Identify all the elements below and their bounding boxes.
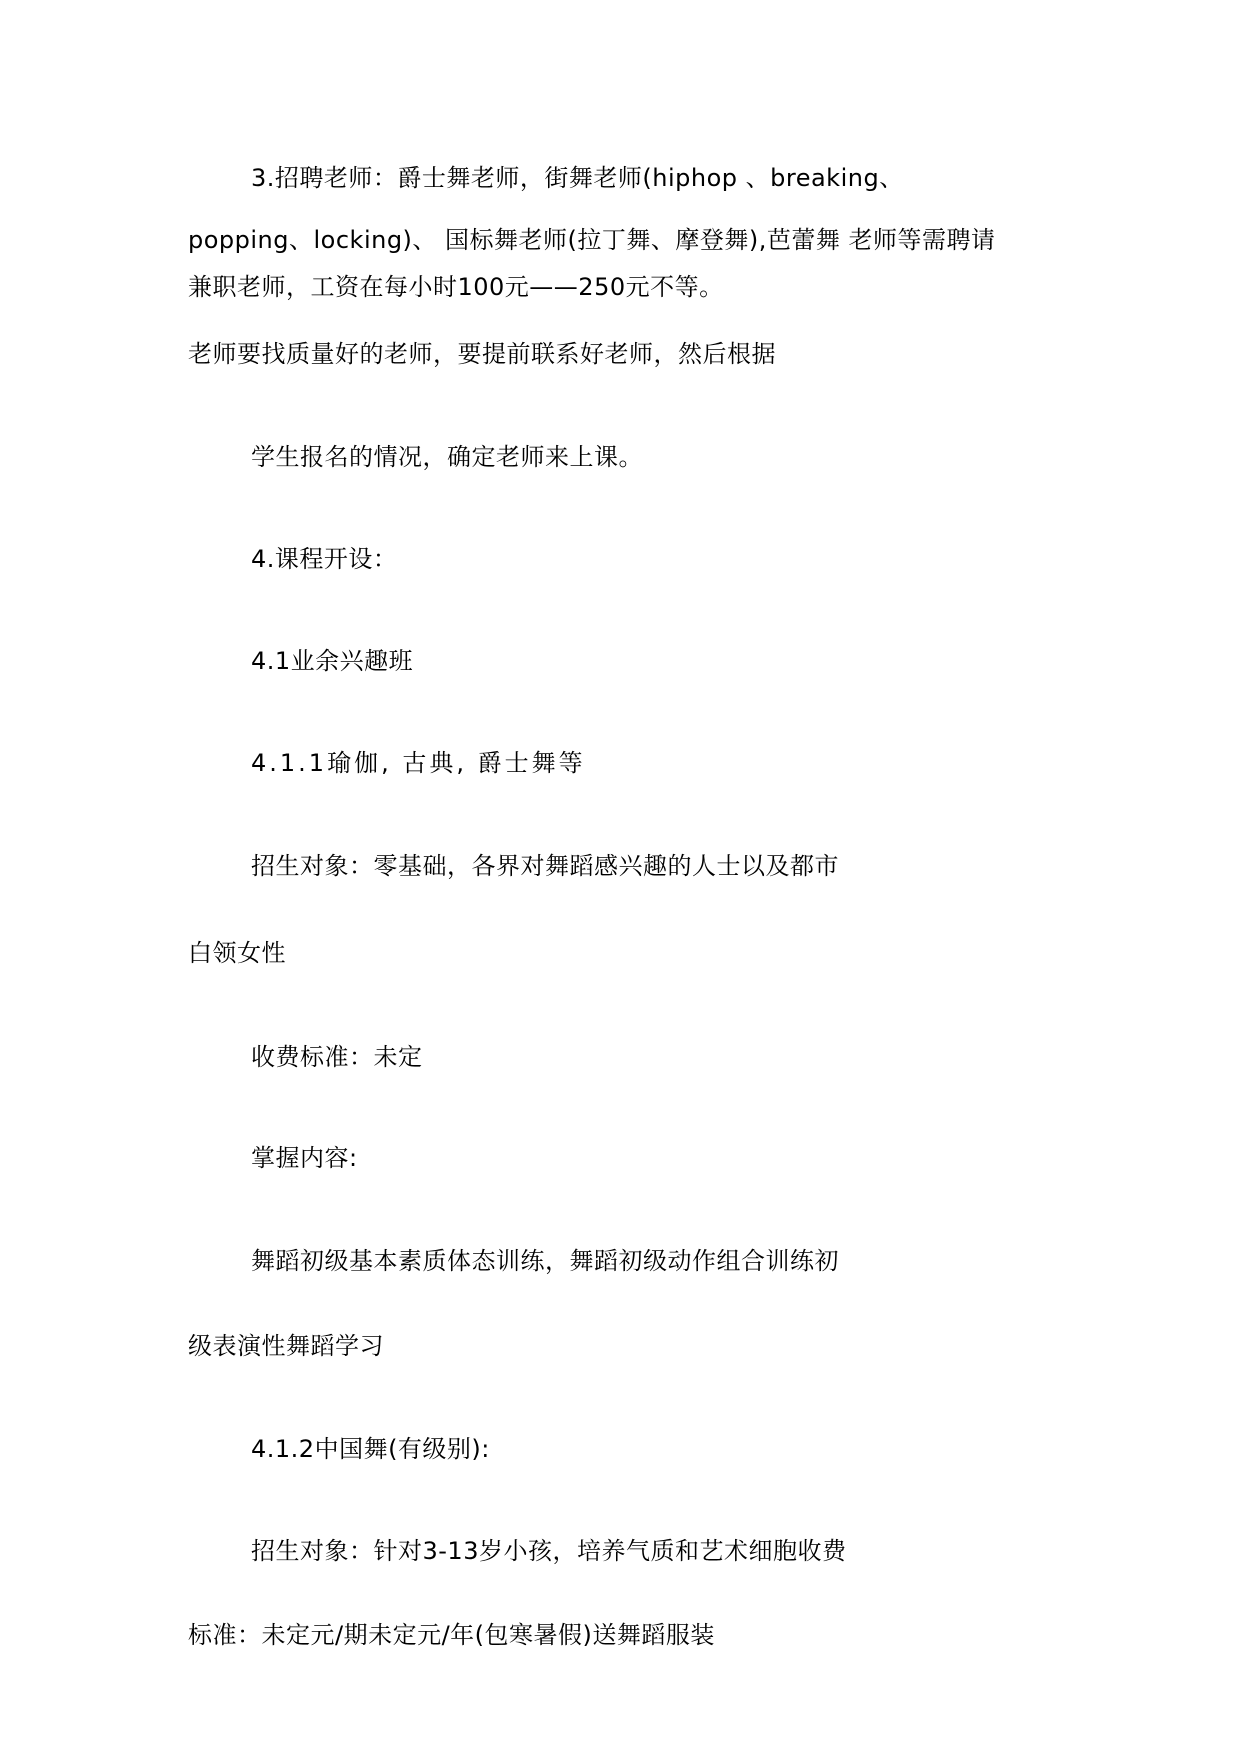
heading-yoga-classical-jazz: 4.1.1瑜伽, 古典, 爵士舞等 <box>251 749 586 777</box>
paragraph-target-students-2: 招生对象：针对3-13岁小孩，培养气质和艺术细胞收费 <box>251 1537 847 1565</box>
paragraph-target-students-1: 招生对象：零基础，各界对舞蹈感兴趣的人士以及都市 <box>251 852 839 880</box>
heading-amateur-class: 4.1业余兴趣班 <box>251 647 414 675</box>
paragraph-fee-standard-1: 收费标准：未定 <box>251 1043 423 1071</box>
paragraph-fee-standard-2: 标准：未定元/期未定元/年(包寒暑假)送舞蹈服装 <box>188 1621 715 1649</box>
paragraph-mastery-content: 掌握内容: <box>251 1144 358 1172</box>
paragraph-target-students-1-cont: 白领女性 <box>188 939 286 967</box>
paragraph-teacher-types: popping、locking)、 国标舞老师(拉丁舞、摩登舞),芭蕾舞 老师等需聘请 <box>188 226 996 254</box>
paragraph-recruit-teachers: 3.招聘老师：爵士舞老师，街舞老师(hiphop 、breaking、 <box>251 164 904 192</box>
paragraph-training: 舞蹈初级基本素质体态训练，舞蹈初级动作组合训练初 <box>251 1247 839 1275</box>
paragraph-student-enrollment: 学生报名的情况，确定老师来上课。 <box>251 443 643 471</box>
paragraph-salary: 兼职老师，工资在每小时100元——250元不等。 <box>188 273 724 301</box>
heading-chinese-dance: 4.1.2中国舞(有级别): <box>251 1435 490 1463</box>
heading-courses: 4.课程开设： <box>251 545 398 573</box>
paragraph-teacher-quality: 老师要找质量好的老师，要提前联系好老师，然后根据 <box>188 340 776 368</box>
paragraph-training-cont: 级表演性舞蹈学习 <box>188 1332 384 1360</box>
